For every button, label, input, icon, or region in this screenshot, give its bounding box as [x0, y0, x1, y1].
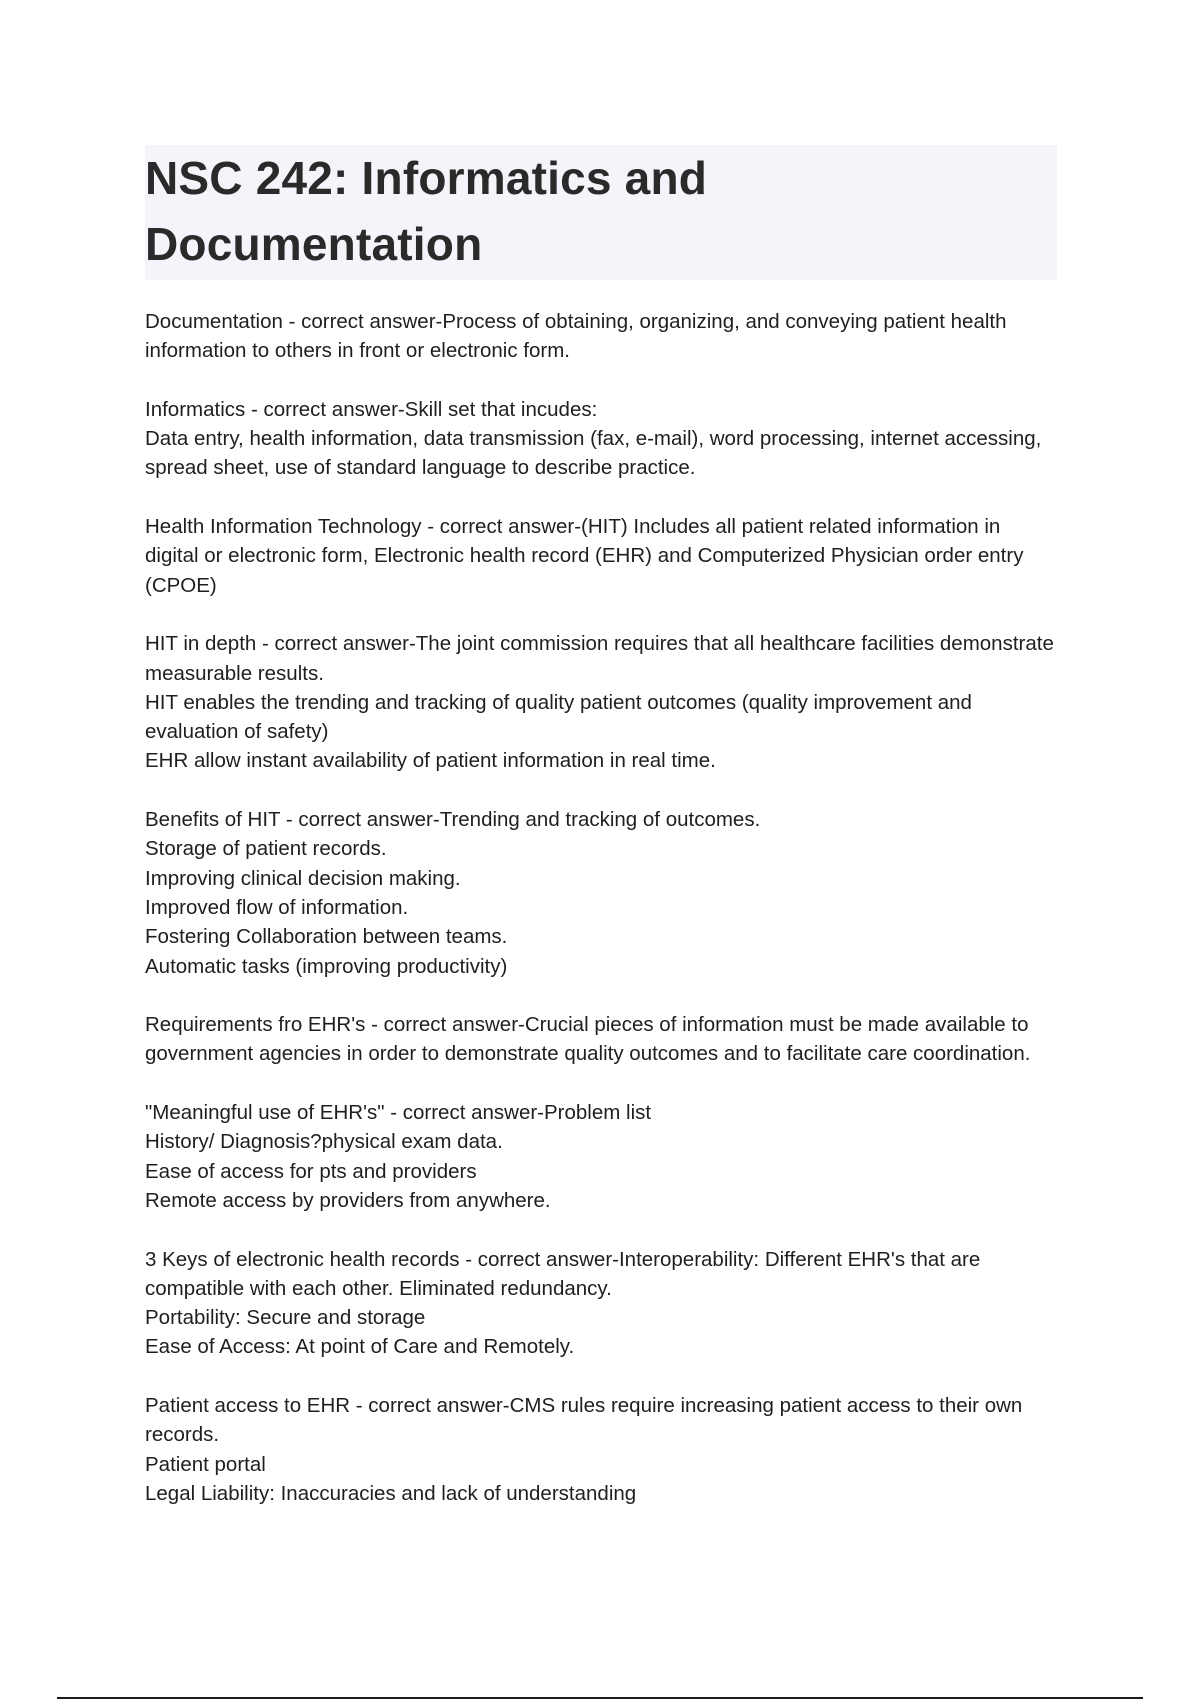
- entry-benefits-of-hit: [145, 805, 1057, 981]
- entry-three-keys-ehr: [145, 1245, 1057, 1362]
- entry-meaningful-use: [145, 1098, 1057, 1215]
- entry-line: Automatic tasks (improving productivity): [145, 954, 508, 978]
- entry-line: "Meaningful use of EHR's" - correct answer-Problem list: [145, 1101, 652, 1125]
- entry-requirements-ehr: [145, 1010, 1057, 1069]
- entry-line: 3 Keys of electronic health records - correct answer-Interoperability: Different EHR's that are compatible with each other. Eliminated redundancy.: [145, 1247, 981, 1300]
- entry-line: Requirements fro EHR's - correct answer-Crucial pieces of information must be made available to government agencies in order to demonstrate quality outcomes and to facilitate care coordination.: [145, 1013, 1031, 1066]
- entry-line: Portability: Secure and storage: [145, 1306, 426, 1330]
- entry-line: EHR allow instant availability of patient information in real time.: [145, 749, 716, 773]
- entry-line: Fostering Collaboration between teams.: [145, 925, 508, 949]
- entry-informatics: [145, 395, 1057, 483]
- entry-line: Improving clinical decision making.: [145, 866, 461, 890]
- entry-line: HIT enables the trending and tracking of quality patient outcomes (quality improvement and evaluation of safety): [145, 690, 972, 744]
- entry-line: Ease of access for pts and providers: [145, 1159, 477, 1183]
- entry-line: Health Information Technology - correct answer-(HIT) Includes all patient related information in digital or electronic form, Electronic health record (EHR) and Computerized Physician order entry (CPOE): [145, 515, 1024, 597]
- entry-line: Remote access by providers from anywhere.: [145, 1188, 551, 1212]
- entry-line: Ease of Access: At point of Care and Remotely.: [145, 1335, 575, 1359]
- title-block: [145, 145, 1057, 280]
- entry-documentation: [145, 307, 1057, 366]
- entry-line: HIT in depth - correct answer-The joint commission requires that all healthcare facilities demonstrate measurable results.: [145, 632, 1054, 685]
- document-body: [145, 307, 1057, 1537]
- entry-patient-access: [145, 1391, 1057, 1508]
- entry-line: Patient portal: [145, 1452, 266, 1476]
- entry-health-information-technology: [145, 512, 1057, 600]
- entry-hit-in-depth: [145, 629, 1057, 775]
- entry-line: Benefits of HIT - correct answer-Trending and tracking of outcomes.: [145, 808, 761, 832]
- entry-line: Informatics - correct answer-Skill set that incudes:: [145, 397, 598, 421]
- footer-divider: [57, 1697, 1143, 1699]
- entry-line: Storage of patient records.: [145, 837, 387, 861]
- entry-line: Patient access to EHR - correct answer-CMS rules require increasing patient access to their own records.: [145, 1393, 1023, 1447]
- entry-line: History/ Diagnosis?physical exam data.: [145, 1130, 503, 1154]
- document-title: NSC 242: Informatics and Documentation: [145, 152, 708, 270]
- entry-line: Improved flow of information.: [145, 895, 409, 919]
- entry-line: Legal Liability: Inaccuracies and lack of understanding: [145, 1481, 637, 1505]
- entry-line: Data entry, health information, data transmission (fax, e-mail), word processing, internet accessing, spread sheet, use of standard language to describe practice.: [145, 427, 1042, 480]
- entry-line: Documentation - correct answer-Process of obtaining, organizing, and conveying patient health information to others in front or electronic form.: [145, 310, 1007, 363]
